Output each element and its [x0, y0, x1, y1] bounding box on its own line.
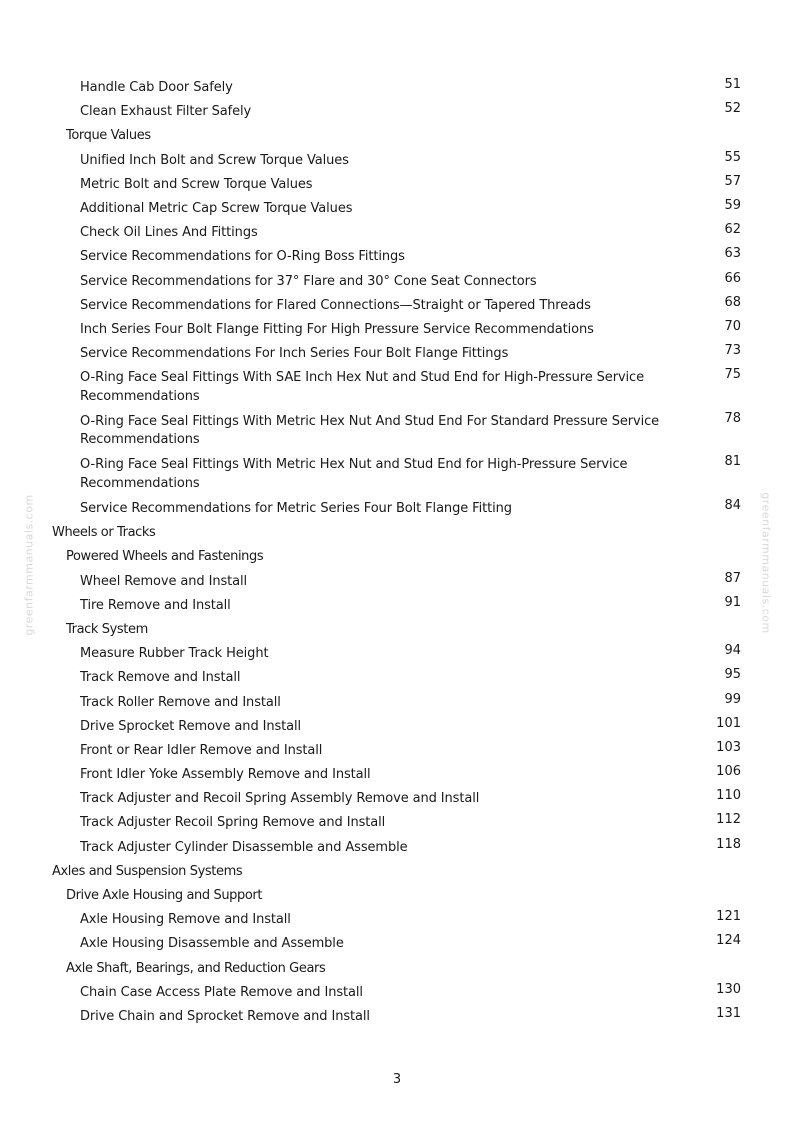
toc-entry-page: 99: [724, 691, 741, 707]
toc-entry-page: 112: [716, 812, 741, 828]
toc-entry[interactable]: [0, 570, 794, 594]
toc-entry-title: Service Recommendations for 37° Flare and 30° Cone Seat Connectors: [80, 273, 537, 289]
toc-entry-page: 121: [716, 909, 741, 925]
toc-entry-page: 118: [716, 836, 741, 852]
toc-entry-title: Front or Rear Idler Remove and Install: [80, 742, 323, 758]
toc-entry-page: 52: [724, 101, 741, 117]
toc-entry-title: Chain Case Access Plate Remove and Install: [80, 984, 363, 1000]
toc-entry-page: 63: [724, 246, 741, 262]
toc-entry-page: 91: [724, 594, 741, 610]
toc-entry-page: 106: [716, 764, 741, 780]
toc-entry-page: 124: [716, 933, 741, 949]
toc-entry-title: Measure Rubber Track Height: [80, 646, 269, 662]
toc-entry-page: 87: [724, 570, 741, 586]
toc-entry[interactable]: [0, 453, 794, 497]
toc-entry[interactable]: [0, 981, 794, 1005]
toc-entry-title: Drive Axle Housing and Support: [66, 888, 263, 904]
toc-entry[interactable]: [0, 787, 794, 811]
toc-entry-page: 110: [716, 788, 741, 804]
toc-entry-page: 131: [716, 1005, 741, 1021]
toc-entry-title: O-Ring Face Seal Fittings With Metric Hex Nut And Stud End For Standard Pressure Service Recommendations: [80, 413, 660, 448]
toc-entry-page: 62: [724, 222, 741, 238]
toc-entry-page: 59: [724, 197, 741, 213]
toc-entry-title: Powered Wheels and Fastenings: [66, 549, 264, 565]
toc-entry[interactable]: [0, 811, 794, 835]
toc-entry-title: Service Recommendations for Metric Series Four Bolt Flange Fitting: [80, 501, 512, 517]
toc-entry[interactable]: [0, 691, 794, 715]
toc-entry-title: Unified Inch Bolt and Screw Torque Values: [80, 152, 349, 168]
toc-entry-title: Drive Sprocket Remove and Install: [80, 718, 302, 734]
toc-entry[interactable]: [0, 739, 794, 763]
toc-entry-title: O-Ring Face Seal Fittings With Metric Hex Nut and Stud End for High-Pressure Service Recommendations: [80, 457, 628, 491]
toc-entry[interactable]: [0, 221, 794, 245]
toc-entry[interactable]: [0, 908, 794, 932]
toc-entry[interactable]: [0, 173, 794, 197]
toc-section[interactable]: [0, 860, 794, 884]
toc-entry-title: Torque Values: [66, 128, 151, 144]
toc-entry[interactable]: [0, 149, 794, 173]
toc-entry-title: Service Recommendations for Flared Connections—Straight or Tapered Threads: [80, 297, 591, 313]
toc-entry-page: 55: [724, 149, 741, 165]
toc-entry[interactable]: [0, 410, 794, 454]
toc-entry-title: Drive Chain and Sprocket Remove and Install: [80, 1008, 370, 1024]
toc-entry[interactable]: [0, 497, 794, 521]
toc-entry-page: 84: [724, 498, 741, 514]
toc-entry-title: Inch Series Four Bolt Flange Fitting For High Pressure Service Recommendations: [80, 321, 594, 337]
toc-entry[interactable]: [0, 836, 794, 860]
toc-entry-page: 68: [724, 294, 741, 310]
toc-entry-title: Track Adjuster Recoil Spring Remove and Install: [80, 815, 386, 831]
toc-entry[interactable]: [0, 318, 794, 342]
toc-entry-title: Track System: [66, 621, 148, 637]
toc-entry-page: 57: [724, 173, 741, 189]
toc-entry-title: Handle Cab Door Safely: [80, 80, 233, 95]
toc-entry-page: 103: [716, 739, 741, 755]
toc-entry[interactable]: [0, 197, 794, 221]
toc-entry-title: Axle Shaft, Bearings, and Reduction Gears: [66, 960, 326, 976]
toc-entry[interactable]: [0, 666, 794, 690]
toc-entry-title: Metric Bolt and Screw Torque Values: [80, 176, 313, 192]
toc-entry[interactable]: [0, 1005, 794, 1029]
toc-subsection[interactable]: [0, 124, 794, 148]
toc-entry-title: Tire Remove and Install: [80, 597, 231, 613]
toc-entry-page: 75: [724, 367, 741, 383]
toc-entry-title: Axle Housing Remove and Install: [80, 912, 291, 928]
toc-entry-title: Track Adjuster Cylinder Disassemble and Assemble: [80, 839, 408, 855]
toc-entry-title: Axle Housing Disassemble and Assemble: [80, 936, 344, 952]
toc-entry[interactable]: [0, 594, 794, 618]
toc-entry[interactable]: [0, 715, 794, 739]
toc-entry[interactable]: [0, 245, 794, 269]
toc-entry-title: O-Ring Face Seal Fittings With SAE Inch Hex Nut and Stud End for High-Pressure Service Recommendations: [80, 370, 644, 404]
toc-subsection[interactable]: [0, 884, 794, 908]
toc-entry-title: Additional Metric Cap Screw Torque Values: [80, 200, 353, 216]
toc-entry[interactable]: [0, 932, 794, 956]
toc-subsection[interactable]: [0, 618, 794, 642]
toc-entry-title: Service Recommendations for O-Ring Boss Fittings: [80, 249, 405, 265]
toc-entry[interactable]: [0, 763, 794, 787]
toc-entry[interactable]: [0, 366, 794, 410]
toc-entry[interactable]: [0, 270, 794, 294]
toc-entry-title: Wheels or Tracks: [52, 525, 156, 541]
toc-entry-page: 94: [724, 643, 741, 659]
toc-entry[interactable]: [0, 100, 794, 124]
toc-section[interactable]: [0, 521, 794, 545]
toc-subsection[interactable]: [0, 957, 794, 981]
toc-entry-page: 101: [716, 715, 741, 731]
toc-entry-page: 51: [724, 77, 741, 92]
toc-entry[interactable]: [0, 294, 794, 318]
toc-entry-title: Track Remove and Install: [80, 670, 241, 686]
toc-entry-title: Axles and Suspension Systems: [52, 863, 243, 879]
watermark-left: greenfarmmanuals.com: [22, 494, 36, 636]
toc-entry-page: 70: [724, 318, 741, 334]
toc-entry[interactable]: [0, 76, 794, 100]
toc-subsection[interactable]: [0, 545, 794, 569]
toc-entry-page: 66: [724, 270, 741, 286]
toc-entry-page: 73: [724, 343, 741, 359]
toc-entry[interactable]: [0, 342, 794, 366]
toc-entry-title: Service Recommendations For Inch Series Four Bolt Flange Fittings: [80, 346, 509, 362]
toc-entry-title: Check Oil Lines And Fittings: [80, 225, 258, 241]
toc-entry-page: 130: [716, 981, 741, 997]
toc-entry-title: Track Roller Remove and Install: [80, 694, 281, 710]
toc-entry-page: 78: [724, 410, 741, 426]
page-number: 3: [392, 1072, 402, 1087]
toc-entry-title: Wheel Remove and Install: [80, 573, 248, 589]
watermark-right: greenfarmmanuals.com: [759, 492, 773, 634]
toc-entry-title: Front Idler Yoke Assembly Remove and Install: [80, 767, 371, 783]
table-of-contents: [0, 76, 794, 1029]
toc-entry-page: 95: [724, 667, 741, 683]
toc-entry-title: Track Adjuster and Recoil Spring Assembly Remove and Install: [80, 791, 480, 807]
toc-entry[interactable]: [0, 642, 794, 666]
toc-entry-title: Clean Exhaust Filter Safely: [80, 104, 252, 120]
toc-entry-page: 81: [724, 454, 741, 470]
